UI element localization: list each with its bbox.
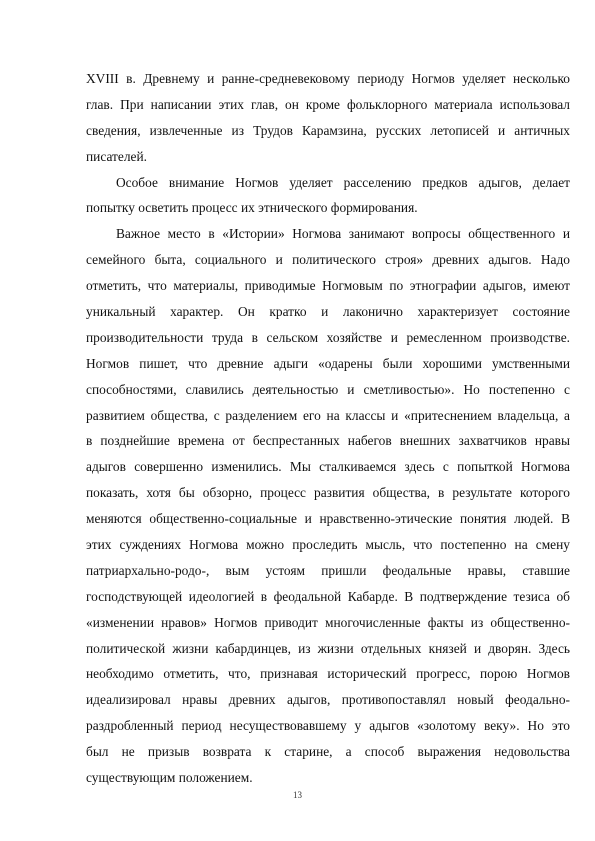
- text-line: развитием общества, с разделением его на классы и «притеснением владельца, а: [86, 407, 570, 423]
- text-line: этих суждениях Ногмова можно проследить мысль, что постепенно на смену: [86, 537, 570, 553]
- paragraph: [86, 170, 570, 222]
- text-line: способностями, славились деятельностью и сметливостью». Но постепенно с: [86, 381, 570, 397]
- text-line: «изменении нравов» Ногмов приводит многочисленные факты из общественно-: [86, 614, 570, 630]
- page-number: 13: [293, 790, 302, 800]
- text-line: Важное место в «Истории» Ногмова занимают вопросы общественного и: [116, 226, 570, 242]
- text-line: Особое внимание Ногмов уделяет расселению предков адыгов, делает: [116, 174, 570, 190]
- text-line: писателей.: [86, 148, 147, 164]
- paragraph: [86, 66, 570, 170]
- text-line: господствующей идеологией в феодальной Кабарде. В подтверждение тезиса об: [86, 588, 570, 604]
- text-line: отметить, что материалы, приводимые Ногмовым по этнографии адыгов, имеют: [86, 278, 570, 294]
- text-line: политической жизни кабардинцев, из жизни отдельных князей и дворян. Здесь: [86, 640, 570, 656]
- text-line: адыгов совершенно изменились. Мы сталкиваемся здесь с попыткой Ногмова: [86, 459, 570, 475]
- text-line: патриархально-родо-, вым устоям пришли феодальные нравы, ставшие: [86, 562, 570, 578]
- paragraph: [86, 221, 570, 791]
- text-line: производительности труда в сельском хозяйстве и ремесленном производстве.: [86, 329, 570, 345]
- text-line: попытку осветить процесс их этнического формирования.: [86, 200, 418, 216]
- text-line: уникальный характер. Он кратко и лаконично характеризует состояние: [86, 304, 570, 320]
- text-line: существующим положением.: [86, 770, 253, 786]
- text-line: XVIII в. Древнему и ранне-средневековому периоду Ногмов уделяет несколько: [86, 71, 570, 86]
- body-text: [86, 66, 570, 791]
- text-line: Ногмов пишет, что древние адыги «одарены были хорошими умственными: [86, 355, 570, 371]
- text-line: был не призыв возврата к старине, а способ выражения недовольства: [86, 744, 570, 760]
- text-line: глав. При написании этих глав, он кроме фольклорного материала использовал: [86, 96, 570, 112]
- text-line: сведения, извлеченные из Трудов Карамзина, русских летописей и античных: [86, 122, 570, 138]
- text-line: показать, хотя бы обзорно, процесс развития общества, в результате которого: [86, 485, 570, 501]
- text-line: необходимо отметить, что, признавая исторический прогресс, порою Ногмов: [86, 666, 570, 682]
- text-line: раздробленный период несуществовавшему у адыгов «золотому веку». Но это: [86, 718, 570, 734]
- text-line: в позднейшие времена от беспрестанных набегов внешних захватчиков нравы: [86, 433, 570, 449]
- text-line: меняются общественно-социальные и нравственно-этические понятия людей. В: [86, 511, 570, 527]
- text-line: семейного быта, социального и политического строя» древних адыгов. Надо: [86, 252, 570, 268]
- text-line: идеализировал нравы древних адыгов, противопоставлял новый феодально-: [86, 692, 570, 708]
